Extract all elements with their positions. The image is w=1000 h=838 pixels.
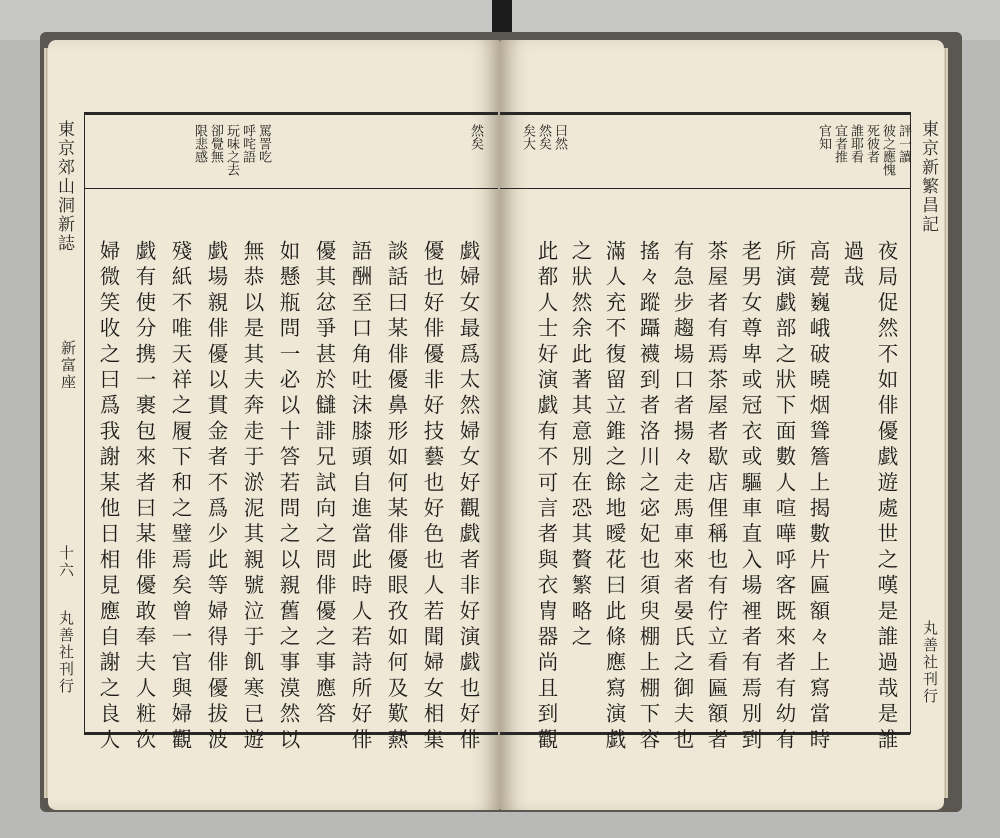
header-note: 彼之應愧	[880, 124, 895, 176]
header-note: 死彼者	[864, 124, 879, 163]
header-note: 限悲感	[192, 124, 207, 163]
right-border	[910, 112, 911, 734]
text-column: 茶屋者有焉茶屋者歇店俚稱也有佇立看匾額者	[704, 240, 728, 754]
text-column: 戯場親俳優以貫金者不爲少此等婦得俳優拔波	[204, 240, 228, 754]
margin-title: 東京郊山洞新誌	[54, 120, 74, 253]
text-column: 所演戯部之狀下面數人喧嘩呼客既來者有幼有	[772, 240, 796, 754]
text-column: 老男女尊卑或冠衣或驅車直入場裡者有焉別到	[738, 240, 762, 754]
header-note: 誰耶看	[848, 124, 863, 163]
header-note: 評一讀	[896, 124, 911, 163]
header-note: 然矣	[536, 124, 551, 150]
margin-title: 東京新繁昌記	[918, 120, 938, 234]
text-column: 優也好俳優非好技藝也好色也人若聞婦女相集	[420, 240, 444, 754]
text-column: 優其忿爭甚於讎誹兄試向之問俳優之事應答	[312, 240, 336, 729]
text-column: 戯婦女最爲太然婦女好觀戯者非好演戯也好俳	[456, 240, 480, 754]
text-column: 如懸瓶問一必以十答若問之以親舊之事漠然以	[276, 240, 300, 754]
header-note: 宜者推	[832, 124, 847, 163]
text-column: 高甍巍峨破曉烟聳簷上揭數片匾額々上寫當時	[806, 240, 830, 754]
text-column: 夜局促然不如俳優戯遊處世之嘆是誰過哉是誰	[874, 240, 898, 754]
left-page	[48, 40, 500, 810]
header-note: 曰然	[552, 124, 567, 150]
text-column: 有急步趨場口者揚々走馬車來者晏氏之御夫也	[670, 240, 694, 754]
header-note: 矣大	[520, 124, 535, 150]
text-column: 婦微笑收之曰爲我謝某他日相見應自謝之良人	[96, 240, 120, 754]
header-note: 卻覺無	[208, 124, 223, 163]
text-column: 滿人充不復留立錐之餘地曖花曰此條應寫演戯	[602, 240, 626, 754]
text-column: 過哉	[840, 240, 864, 292]
margin-publisher: 新富座	[59, 340, 77, 391]
header-note: 官知	[816, 124, 831, 150]
publisher-imprint: 丸善社刊行	[921, 620, 939, 705]
header-note: 玩味之去	[224, 124, 239, 176]
text-column: 搖々蹤躡襪到者洛川之宓妃也須臾棚上棚下容	[636, 240, 660, 754]
header-rule	[84, 188, 498, 189]
text-column: 戯有使分携一裹包來者曰某俳優敢奉夫人粧次	[132, 240, 156, 754]
top-rule	[500, 112, 910, 115]
right-page	[500, 40, 944, 810]
text-column: 語酬至口角吐沫膝頭自進當此時人若詩所好俳	[348, 240, 372, 754]
text-column: 此都人士好演戯有不可言者與衣冑器尚且到觀	[534, 240, 558, 754]
header-rule	[500, 188, 910, 189]
left-border	[84, 112, 85, 734]
top-rule	[84, 112, 498, 115]
page-number: 十六	[57, 545, 75, 579]
text-column: 談話曰某俳優鼻形如何某俳優眼孜如何及歎爇	[384, 240, 408, 754]
publisher-imprint: 丸善社刊行	[57, 610, 75, 695]
text-column: 之狀然余此著其意別在恐其贅繁略之	[568, 240, 592, 652]
header-note: 然矣	[468, 124, 483, 150]
header-note: 呼咤語	[240, 124, 255, 163]
header-note: 罵詈吃	[256, 124, 271, 163]
text-column: 無恭以是其夫奔走于淤泥其親號泣于飢寒已遊	[240, 240, 264, 754]
text-column: 殘紙不唯天祥之履下和之璧焉矣曾一官與婦觀	[168, 240, 192, 754]
